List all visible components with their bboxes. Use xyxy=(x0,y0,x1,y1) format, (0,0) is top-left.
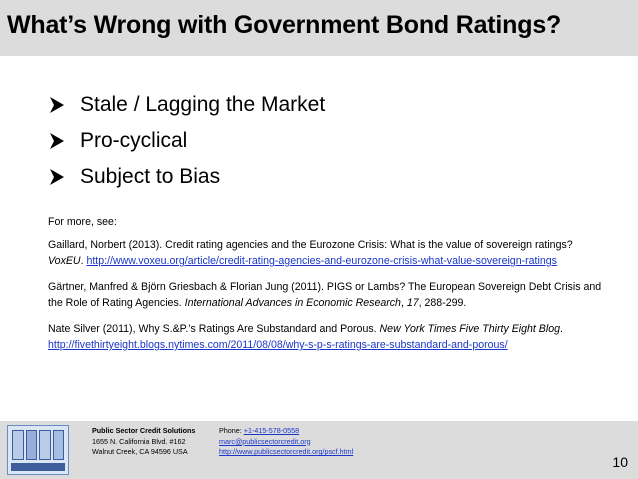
bullet-text: Subject to Bias xyxy=(80,165,221,188)
references-intro: For more, see: xyxy=(48,216,117,228)
reference-3-source: New York Times Five Thirty Eight Blog xyxy=(379,323,560,335)
bullet-item xyxy=(50,159,325,195)
reference-2-volume: 17 xyxy=(406,297,419,309)
bullet-text: Pro-cyclical xyxy=(80,129,188,152)
org-address-line2: Walnut Creek, CA 94596 USA xyxy=(92,447,188,456)
reference-3-link[interactable]: http://fivethirtyeight.blogs.nytimes.com/2011/08/08/why-s-p-s-ratings-are-substandard-and-porous/ xyxy=(48,339,508,351)
reference-1-source: VoxEU xyxy=(48,255,81,267)
arrow-bullet-icon xyxy=(50,169,64,185)
page-number: 10 xyxy=(612,454,628,470)
arrow-bullet-icon xyxy=(50,97,64,113)
org-name: Public Sector Credit Solutions xyxy=(92,426,196,435)
bullet-list xyxy=(50,87,325,195)
bullet-text: Stale / Lagging the Market xyxy=(80,93,326,116)
reference-1: Gaillard, Norbert (2013). Credit rating agencies and the Eurozone Crisis: What is the value of sovereign ratings? VoxEU. http://www.voxeu.org/article/credit-rating-agencies-and-eurozone-crisis-what-value-sovereign-ratings xyxy=(48,239,573,267)
reference-2-pages: , 288-299. xyxy=(418,297,467,309)
pscf-logo xyxy=(7,425,69,475)
reference-1-link[interactable]: http://www.voxeu.org/article/credit-rating-agencies-and-eurozone-crisis-what-value-sovereign-ratings xyxy=(86,255,557,267)
references xyxy=(48,214,608,363)
slide-title: What’s Wrong with Government Bond Ratings? xyxy=(7,11,562,39)
bullet-item xyxy=(50,87,325,123)
reference-3: Nate Silver (2011), Why S.&P.’s Ratings Are Substandard and Porous. New York Times Five Thirty Eight Blog. http://fivethirtyeight.blogs.nytimes.com/2011/08/08/why-s-p-s-ratings-are-substandard-and-porous/ xyxy=(48,323,563,351)
org-address-line1: 1655 N. California Blvd. #162 xyxy=(92,436,186,446)
reference-3-text: Nate Silver (2011), Why S.&P.’s Ratings Are Substandard and Porous. xyxy=(48,323,380,335)
website-link[interactable]: http://www.publicsectorcredit.org/pscf.html xyxy=(219,447,354,456)
email-link[interactable]: marc@publicsectorcredit.org xyxy=(219,436,311,446)
arrow-bullet-icon xyxy=(50,133,64,149)
phone-number[interactable]: +1-415-578-0558 xyxy=(243,426,300,435)
footer-contact xyxy=(219,426,353,458)
reference-2-text: Gärtner, Manfred & Björn Griesbach & Florian Jung (2011). PIGS or Lambs? The European Sovereign Debt Crisis and the Role of Rating Agencies. xyxy=(48,281,602,309)
reference-1-text: Gaillard, Norbert (2013). Credit rating agencies and the Eurozone Crisis: What is the value of sovereign ratings? xyxy=(48,239,573,251)
footer-organization xyxy=(92,426,195,458)
reference-2: Gärtner, Manfred & Björn Griesbach & Florian Jung (2011). PIGS or Lambs? The European Sovereign Debt Crisis and the Role of Rating Agencies. International Advances in Economic Research, 17, 288-299. xyxy=(48,281,602,309)
bullet-item xyxy=(50,123,325,159)
phone-label: Phone: xyxy=(219,426,244,435)
reference-2-journal: International Advances in Economic Research xyxy=(184,297,401,309)
